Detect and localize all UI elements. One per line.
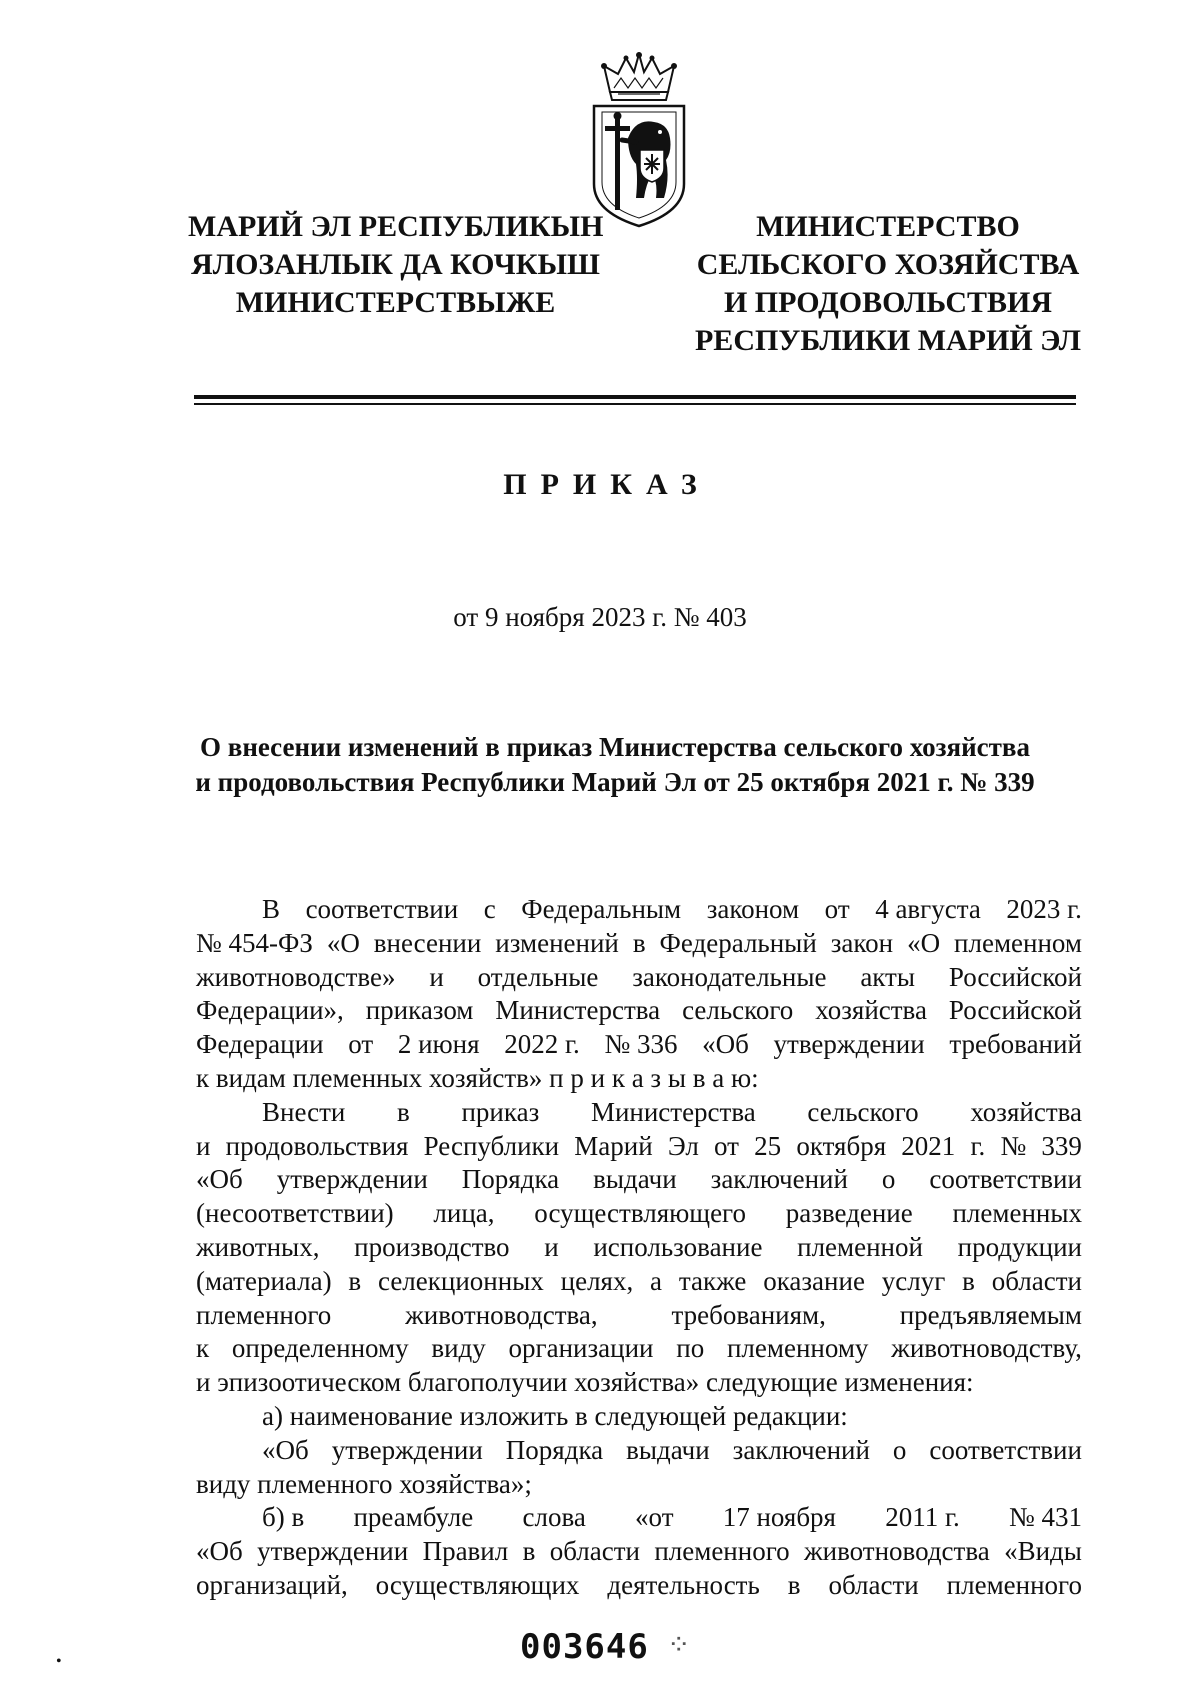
header-russian-name <box>693 208 1083 360</box>
body-word: 2023 г. <box>1006 894 1082 924</box>
body-word: производство <box>354 1231 510 1262</box>
body-word: соответствии <box>305 894 459 924</box>
body-word: сельского <box>807 1096 919 1127</box>
serial-number: 003646 <box>520 1627 649 1667</box>
body-word: племенной <box>797 1231 923 1262</box>
body-word: сельского <box>682 995 794 1026</box>
body-word: Правил <box>422 1536 509 1567</box>
header-left-line: МИНИСТЕРСТВЫЖЕ <box>235 286 556 319</box>
body-line <box>196 893 1082 927</box>
body-word: № 336 <box>604 1029 678 1060</box>
body-word: заключений <box>710 1164 848 1195</box>
body-word: отдельные <box>477 961 599 992</box>
body-word: по <box>676 1333 705 1364</box>
body-word: в <box>632 927 646 958</box>
body-word: животноводству, <box>891 1333 1082 1364</box>
body-word: № 431 <box>1008 1502 1082 1533</box>
body-word: животных, <box>196 1231 320 1262</box>
body-word: Марий <box>574 1130 653 1161</box>
body-word: выдачи <box>626 1434 710 1465</box>
body-word: Федерации <box>196 1029 324 1060</box>
body-word: «Виды <box>1004 1536 1082 1567</box>
document-title: ПРИКАЗ <box>503 468 711 501</box>
body-word: Эл <box>667 1130 699 1161</box>
body-word: «от <box>635 1502 674 1533</box>
body-word: племенного <box>196 1299 332 1330</box>
header-right-line: И ПРОДОВОЛЬСТВИЯ <box>723 286 1053 319</box>
body-line <box>196 1501 1082 1535</box>
body-word: б) в <box>262 1502 305 1533</box>
body-word: продовольствия <box>225 1130 409 1161</box>
body-word: 2 июня <box>397 1029 480 1060</box>
body-word: «Об <box>702 1029 749 1060</box>
body-word: 2011 г. <box>885 1502 960 1533</box>
body-line <box>196 1028 1082 1062</box>
scan-dot-mark: • <box>56 1653 62 1670</box>
header-left-line: ЯЛОЗАНЛЫК ДА КОЧКЫШ <box>191 248 600 281</box>
body-word: заключений <box>732 1434 870 1465</box>
body-word: Федерации», <box>196 995 344 1026</box>
body-word: слова <box>522 1502 586 1533</box>
body-line <box>196 1163 1082 1197</box>
body-line <box>196 1569 1082 1603</box>
body-word: о <box>892 1434 907 1465</box>
body-word: законодательные <box>632 961 827 992</box>
coat-of-arms-emblem <box>588 52 690 228</box>
body-word: приказ <box>461 1096 540 1127</box>
body-word: приказом <box>365 995 474 1026</box>
body-word: № 454-ФЗ <box>196 927 313 958</box>
body-word: племенного <box>946 1569 1082 1600</box>
body-word: (несоответствии) <box>196 1198 394 1229</box>
body-line <box>196 994 1082 1028</box>
header-left-line: МАРИЙ ЭЛ РЕСПУБЛИКЫН <box>188 210 604 243</box>
body-word: осуществляющих <box>375 1569 580 1600</box>
body-word: в <box>962 1265 975 1296</box>
body-word: виду <box>431 1333 486 1364</box>
body-word: законом <box>706 894 800 924</box>
body-word: 2021 <box>901 1130 956 1161</box>
body-line <box>196 1366 1082 1400</box>
body-word: Российской <box>948 961 1082 992</box>
header-divider-thick <box>194 395 1076 399</box>
body-word: продукции <box>957 1231 1082 1262</box>
body-word: оказание <box>763 1265 865 1296</box>
body-word: Внести <box>262 1096 346 1127</box>
body-word: с <box>483 894 496 924</box>
body-word: закон <box>830 927 894 958</box>
body-word: № <box>1000 1130 1027 1161</box>
body-word: 2022 г. <box>504 1029 580 1060</box>
body-word: предъявляемым <box>899 1299 1082 1330</box>
body-word: хозяйства <box>970 1096 1082 1127</box>
body-word: г. <box>970 1130 986 1161</box>
body-word: от <box>714 1130 739 1161</box>
body-word: Порядка <box>461 1164 560 1195</box>
body-word: племенного <box>654 1536 790 1567</box>
body-word: деятельность <box>607 1569 760 1600</box>
body-word: племенном <box>954 927 1082 958</box>
body-word: (материала) <box>196 1265 332 1296</box>
body-word: хозяйства <box>815 995 927 1026</box>
body-line <box>196 1062 1082 1096</box>
body-word: о <box>881 1164 896 1195</box>
body-word: 17 ноября <box>722 1502 836 1533</box>
body-word: соответствии <box>929 1164 1082 1195</box>
body-word: животноводства, <box>405 1299 598 1330</box>
body-word: Порядка <box>505 1434 604 1465</box>
body-word: внесении <box>373 927 482 958</box>
body-word: соответствии <box>929 1434 1082 1465</box>
header-right-line: СЕЛЬСКОГО ХОЗЯЙСТВА <box>696 248 1080 281</box>
body-word: организаций, <box>196 1569 348 1600</box>
body-word: животноводства <box>803 1536 990 1567</box>
subject-line: и продовольствия Республики Марий Эл от 25 октября 2021 г. № 339 <box>195 767 1035 797</box>
body-line <box>196 1130 1082 1164</box>
body-line <box>196 1299 1082 1333</box>
body-line <box>196 1434 1082 1468</box>
body-word: октября <box>796 1130 887 1161</box>
body-word: области <box>549 1536 640 1567</box>
body-word: и <box>544 1231 559 1262</box>
body-word: В <box>262 894 281 924</box>
body-word: а <box>650 1265 663 1296</box>
body-word: племенному <box>726 1333 869 1364</box>
body-word: требований <box>949 1029 1082 1060</box>
body-word: использование <box>593 1231 763 1262</box>
serial-ornament-icon: ⁘ <box>667 1630 691 1661</box>
body-word: Федеральным <box>521 894 682 924</box>
body-word: и эпизоотическом благополучии хозяйства» следующие изменения: <box>196 1367 974 1398</box>
body-word: от <box>824 894 850 924</box>
body-word: преамбуле <box>353 1502 474 1533</box>
body-line <box>196 1468 1082 1502</box>
body-line <box>196 1197 1082 1231</box>
header-mari-name <box>188 208 603 322</box>
document-body <box>196 893 1082 1603</box>
body-word: требованиям, <box>671 1299 826 1330</box>
body-word: племенных <box>952 1198 1082 1229</box>
body-word: акты <box>860 961 915 992</box>
body-word: определенному <box>231 1333 409 1364</box>
subject-line: О внесении изменений в приказ Министерства сельского хозяйства <box>199 732 1031 762</box>
body-word: разведение <box>785 1198 913 1229</box>
body-word: утверждении <box>257 1536 409 1567</box>
body-word: осуществляющего <box>534 1198 746 1229</box>
body-word: Российской <box>948 995 1082 1026</box>
body-line <box>196 927 1082 961</box>
body-line <box>196 1231 1082 1265</box>
body-word: «О <box>907 927 941 958</box>
body-word: в <box>348 1265 362 1296</box>
body-word: «О <box>326 927 360 958</box>
body-word: области <box>991 1265 1082 1296</box>
body-word: «Об <box>262 1434 309 1465</box>
header-right-line: МИНИСТЕРСТВО <box>756 210 1020 243</box>
body-word: к <box>196 1333 210 1364</box>
body-word: и <box>196 1130 211 1161</box>
body-word: 339 <box>1041 1130 1082 1161</box>
body-word: 25 <box>754 1130 782 1161</box>
body-word: в <box>397 1096 410 1127</box>
body-word: Республики <box>423 1130 560 1161</box>
document-date-number: от 9 ноября 2023 г. № 403 <box>453 602 747 632</box>
body-word: «Об <box>196 1164 243 1195</box>
body-word: утверждении <box>331 1434 483 1465</box>
body-word: также <box>678 1265 747 1296</box>
body-word: и <box>429 961 444 992</box>
body-line <box>196 961 1082 995</box>
body-word: от <box>348 1029 374 1060</box>
body-word: утверждении <box>773 1029 925 1060</box>
body-word: Министерства <box>590 1096 756 1127</box>
body-word: в <box>787 1569 801 1600</box>
document-subject <box>150 730 1080 800</box>
body-word: организации <box>508 1333 654 1364</box>
body-line <box>196 1332 1082 1366</box>
body-word: услуг <box>881 1265 946 1296</box>
body-word: «Об <box>196 1536 243 1567</box>
body-word: селекционных <box>378 1265 544 1296</box>
body-word: виду племенного хозяйства»; <box>196 1468 532 1499</box>
body-line <box>196 1096 1082 1130</box>
body-word: а) наименование изложить в следующей редакции: <box>262 1400 848 1431</box>
body-word: к видам племенных хозяйств» п р и к а з ы в а ю: <box>196 1062 759 1093</box>
body-line <box>196 1400 1082 1434</box>
body-word: изменений <box>495 927 619 958</box>
body-line <box>196 1535 1082 1569</box>
body-word: утверждении <box>276 1164 428 1195</box>
body-word: Федеральный <box>659 927 817 958</box>
body-word: лица, <box>433 1198 495 1229</box>
body-word: выдачи <box>593 1164 677 1195</box>
body-word: животноводстве» <box>196 961 396 992</box>
body-word: области <box>828 1569 919 1600</box>
header-divider-thin <box>194 403 1076 405</box>
header-right-line: РЕСПУБЛИКИ МАРИЙ ЭЛ <box>694 324 1081 357</box>
body-word: 4 августа <box>875 894 981 924</box>
body-line <box>196 1265 1082 1299</box>
body-word: в <box>522 1536 536 1567</box>
body-word: Министерства <box>495 995 661 1026</box>
body-word: целях, <box>560 1265 634 1296</box>
